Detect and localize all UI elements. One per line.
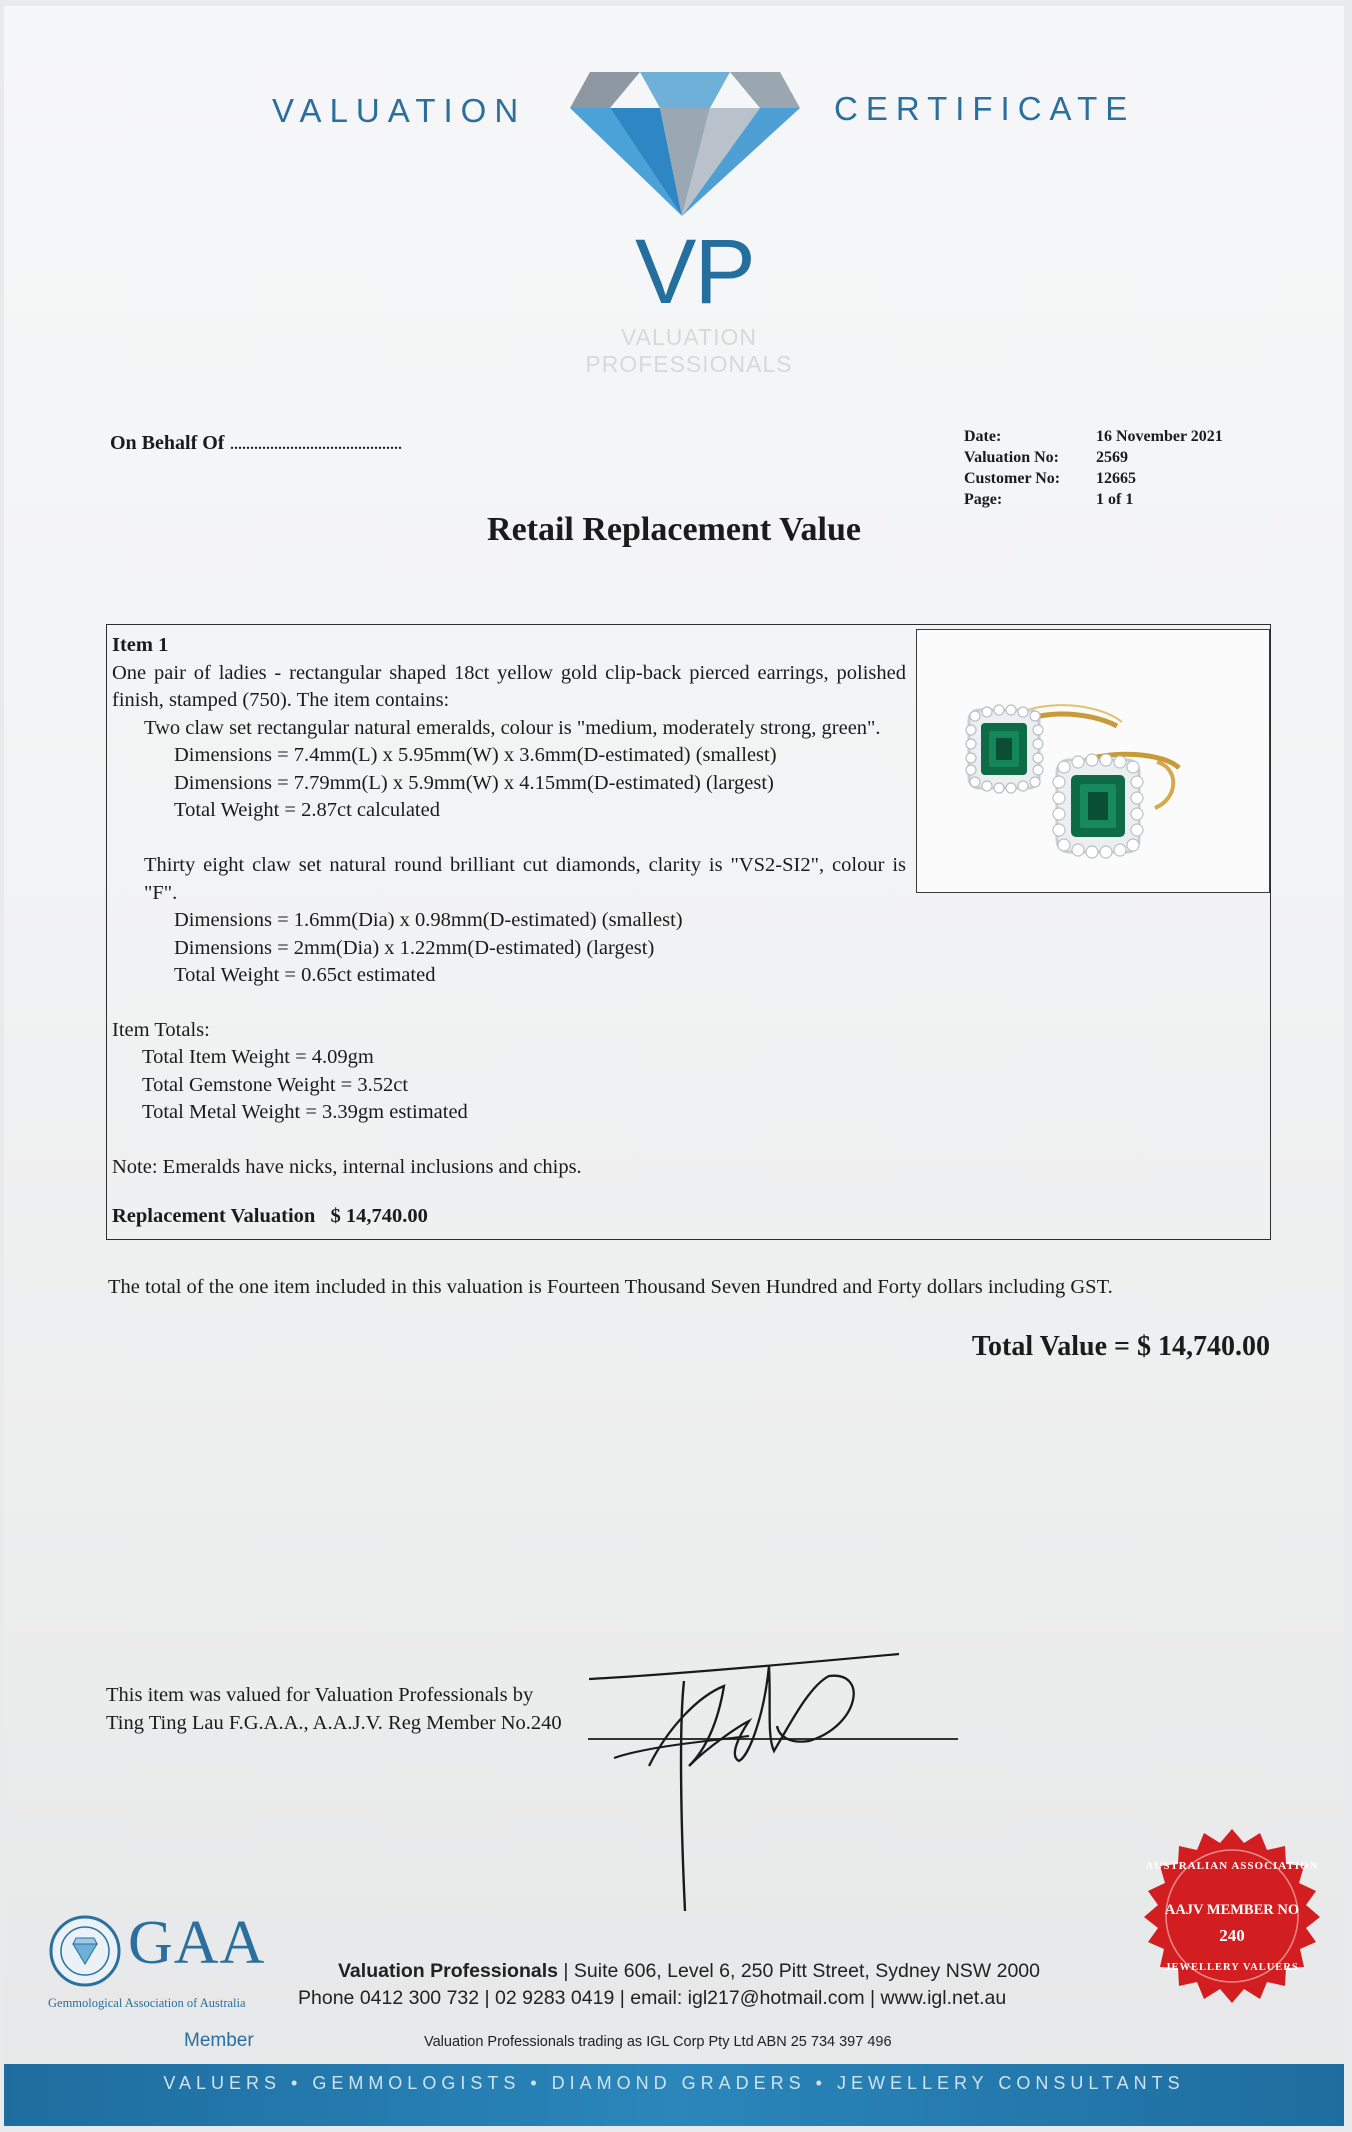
emerald-dim-largest: Dimensions = 7.79mm(L) x 5.9mm(W) x 4.15mm(D-estimated) (largest) xyxy=(174,771,774,794)
item-totals xyxy=(112,1044,1262,1127)
item-note: Note: Emeralds have nicks, internal inclusions and chips. xyxy=(112,1155,582,1178)
replacement-valuation xyxy=(112,1203,1262,1231)
item-details xyxy=(112,632,906,825)
logo-mark: VP xyxy=(635,221,754,323)
aajv-seal xyxy=(1134,1818,1330,2014)
header-left-word: VALUATION xyxy=(272,92,527,129)
on-behalf-of xyxy=(110,432,401,455)
replacement-value: $ 14,740.00 xyxy=(330,1205,428,1227)
logo-subtitle-line1: VALUATION xyxy=(621,324,757,350)
seal-arc-bottom: JEWELLERY VALUERS xyxy=(1165,1962,1299,1973)
seal-line2: 240 xyxy=(1219,1926,1245,1945)
total-item-weight: Total Item Weight = 4.09gm xyxy=(142,1046,374,1068)
page-label: Page: xyxy=(964,491,1003,508)
logo-subtitle xyxy=(564,324,814,378)
footer-email[interactable]: email: igl217@hotmail.com xyxy=(630,1987,865,2009)
item-totals-heading: Item Totals: xyxy=(112,1018,210,1041)
footer-phone-label: Phone xyxy=(298,1987,355,2009)
emerald-total-weight: Total Weight = 2.87ct calculated xyxy=(174,799,440,821)
emerald-dim-smallest: Dimensions = 7.4mm(L) x 5.95mm(W) x 3.6mm(D-estimated) (smallest) xyxy=(174,744,777,766)
summary-sentence: The total of the one item included in this valuation is Fourteen Thousand Seven Hundred and Forty dollars including GST. xyxy=(108,1276,1113,1298)
diamond-dim-largest: Dimensions = 2mm(Dia) x 1.22mm(D-estimated) (largest) xyxy=(174,936,655,959)
valuation-no-label: Valuation No: xyxy=(964,449,1059,466)
gaa-full-name: Gemmological Association of Australia xyxy=(48,1996,246,2010)
on-behalf-label: On Behalf Of xyxy=(110,432,225,454)
footer-trading: Valuation Professionals trading as IGL Corp Pty Ltd ABN 25 734 397 496 xyxy=(424,2034,892,2050)
valuer-line2: Ting Ting Lau F.G.A.A., A.A.J.V. Reg Member No.240 xyxy=(106,1711,562,1734)
date-value: 16 November 2021 xyxy=(1096,428,1223,445)
valuation-no-value: 2569 xyxy=(1096,449,1128,466)
seal-line1: AAJV MEMBER NO xyxy=(1164,1902,1300,1918)
gaa-abbr: GAA xyxy=(128,1909,266,1977)
footer-band: VALUERS • GEMMOLOGISTS • DIAMOND GRADERS • JEWELLERY CONSULTANTS xyxy=(4,2064,1344,2126)
diamond-line: Thirty eight claw set natural round brilliant cut diamonds, clarity is "VS2-SI2", colour is "F". xyxy=(144,854,906,904)
total-value: Total Value = $ 14,740.00 xyxy=(971,1331,1270,1362)
item-description: One pair of ladies - rectangular shaped 18ct yellow gold clip-back pierced earrings, polished finish, stamped (750). The item contains: xyxy=(112,661,906,711)
date-label: Date: xyxy=(964,428,1002,445)
diamond-total-weight: Total Weight = 0.65ct estimated xyxy=(174,964,436,986)
gaa-member: Member xyxy=(184,2030,254,2051)
certificate-page xyxy=(4,6,1344,2126)
seal-arc-top: AUSTRALIAN ASSOCIATION xyxy=(1145,1860,1319,1872)
total-gemstone-weight: Total Gemstone Weight = 3.52ct xyxy=(142,1073,409,1096)
logo-subtitle-line2: PROFESSIONALS xyxy=(585,351,793,377)
emerald-line: Two claw set rectangular natural emeralds, colour is "medium, moderately strong, green". xyxy=(144,716,881,739)
replacement-label: Replacement Valuation xyxy=(112,1205,316,1227)
total-metal-weight: Total Metal Weight = 3.39gm estimated xyxy=(142,1101,468,1123)
diamond-details xyxy=(112,852,1262,1231)
footer-company: Valuation Professionals xyxy=(338,1960,558,1982)
footer-contact-line: Phone 0412 300 732 | 02 9283 0419 | email: igl217@hotmail.com | www.igl.net.au xyxy=(298,1987,1007,2009)
customer-no-label: Customer No: xyxy=(964,470,1061,487)
footer-address-line: Valuation Professionals | Suite 606, Level 6, 250 Pitt Street, Sydney NSW 2000 xyxy=(338,1960,1040,1982)
signature xyxy=(589,1626,909,1916)
diamond-dim-smallest: Dimensions = 1.6mm(Dia) x 0.98mm(D-estimated) (smallest) xyxy=(174,909,683,931)
item-heading: Item 1 xyxy=(112,634,169,656)
diamond-dims xyxy=(112,907,1262,990)
page-value: 1 of 1 xyxy=(1096,491,1134,508)
gaa-seal-icon xyxy=(48,1914,122,1988)
emerald-dims xyxy=(112,742,906,825)
meta-block xyxy=(964,426,1236,510)
valuer-line1: This item was valued for Valuation Professionals by xyxy=(106,1684,534,1706)
on-behalf-value: ........................................... xyxy=(229,432,402,454)
page-title: Retail Replacement Value xyxy=(487,511,861,548)
customer-no-value: 12665 xyxy=(1096,470,1136,487)
footer-phone2[interactable]: 02 9283 0419 xyxy=(495,1987,615,2009)
footer-website[interactable]: www.igl.net.au xyxy=(880,1987,1007,2009)
footer-phone1[interactable]: 0412 300 732 xyxy=(359,1987,480,2009)
header-right-word: CERTIFICATE xyxy=(834,90,1136,127)
footer-address: Suite 606, Level 6, 250 Pitt Street, Sydney NSW 2000 xyxy=(573,1960,1040,1982)
diamond-icon xyxy=(570,66,800,226)
valuer-statement xyxy=(106,1682,562,1737)
gaa-logo xyxy=(48,1914,122,1993)
